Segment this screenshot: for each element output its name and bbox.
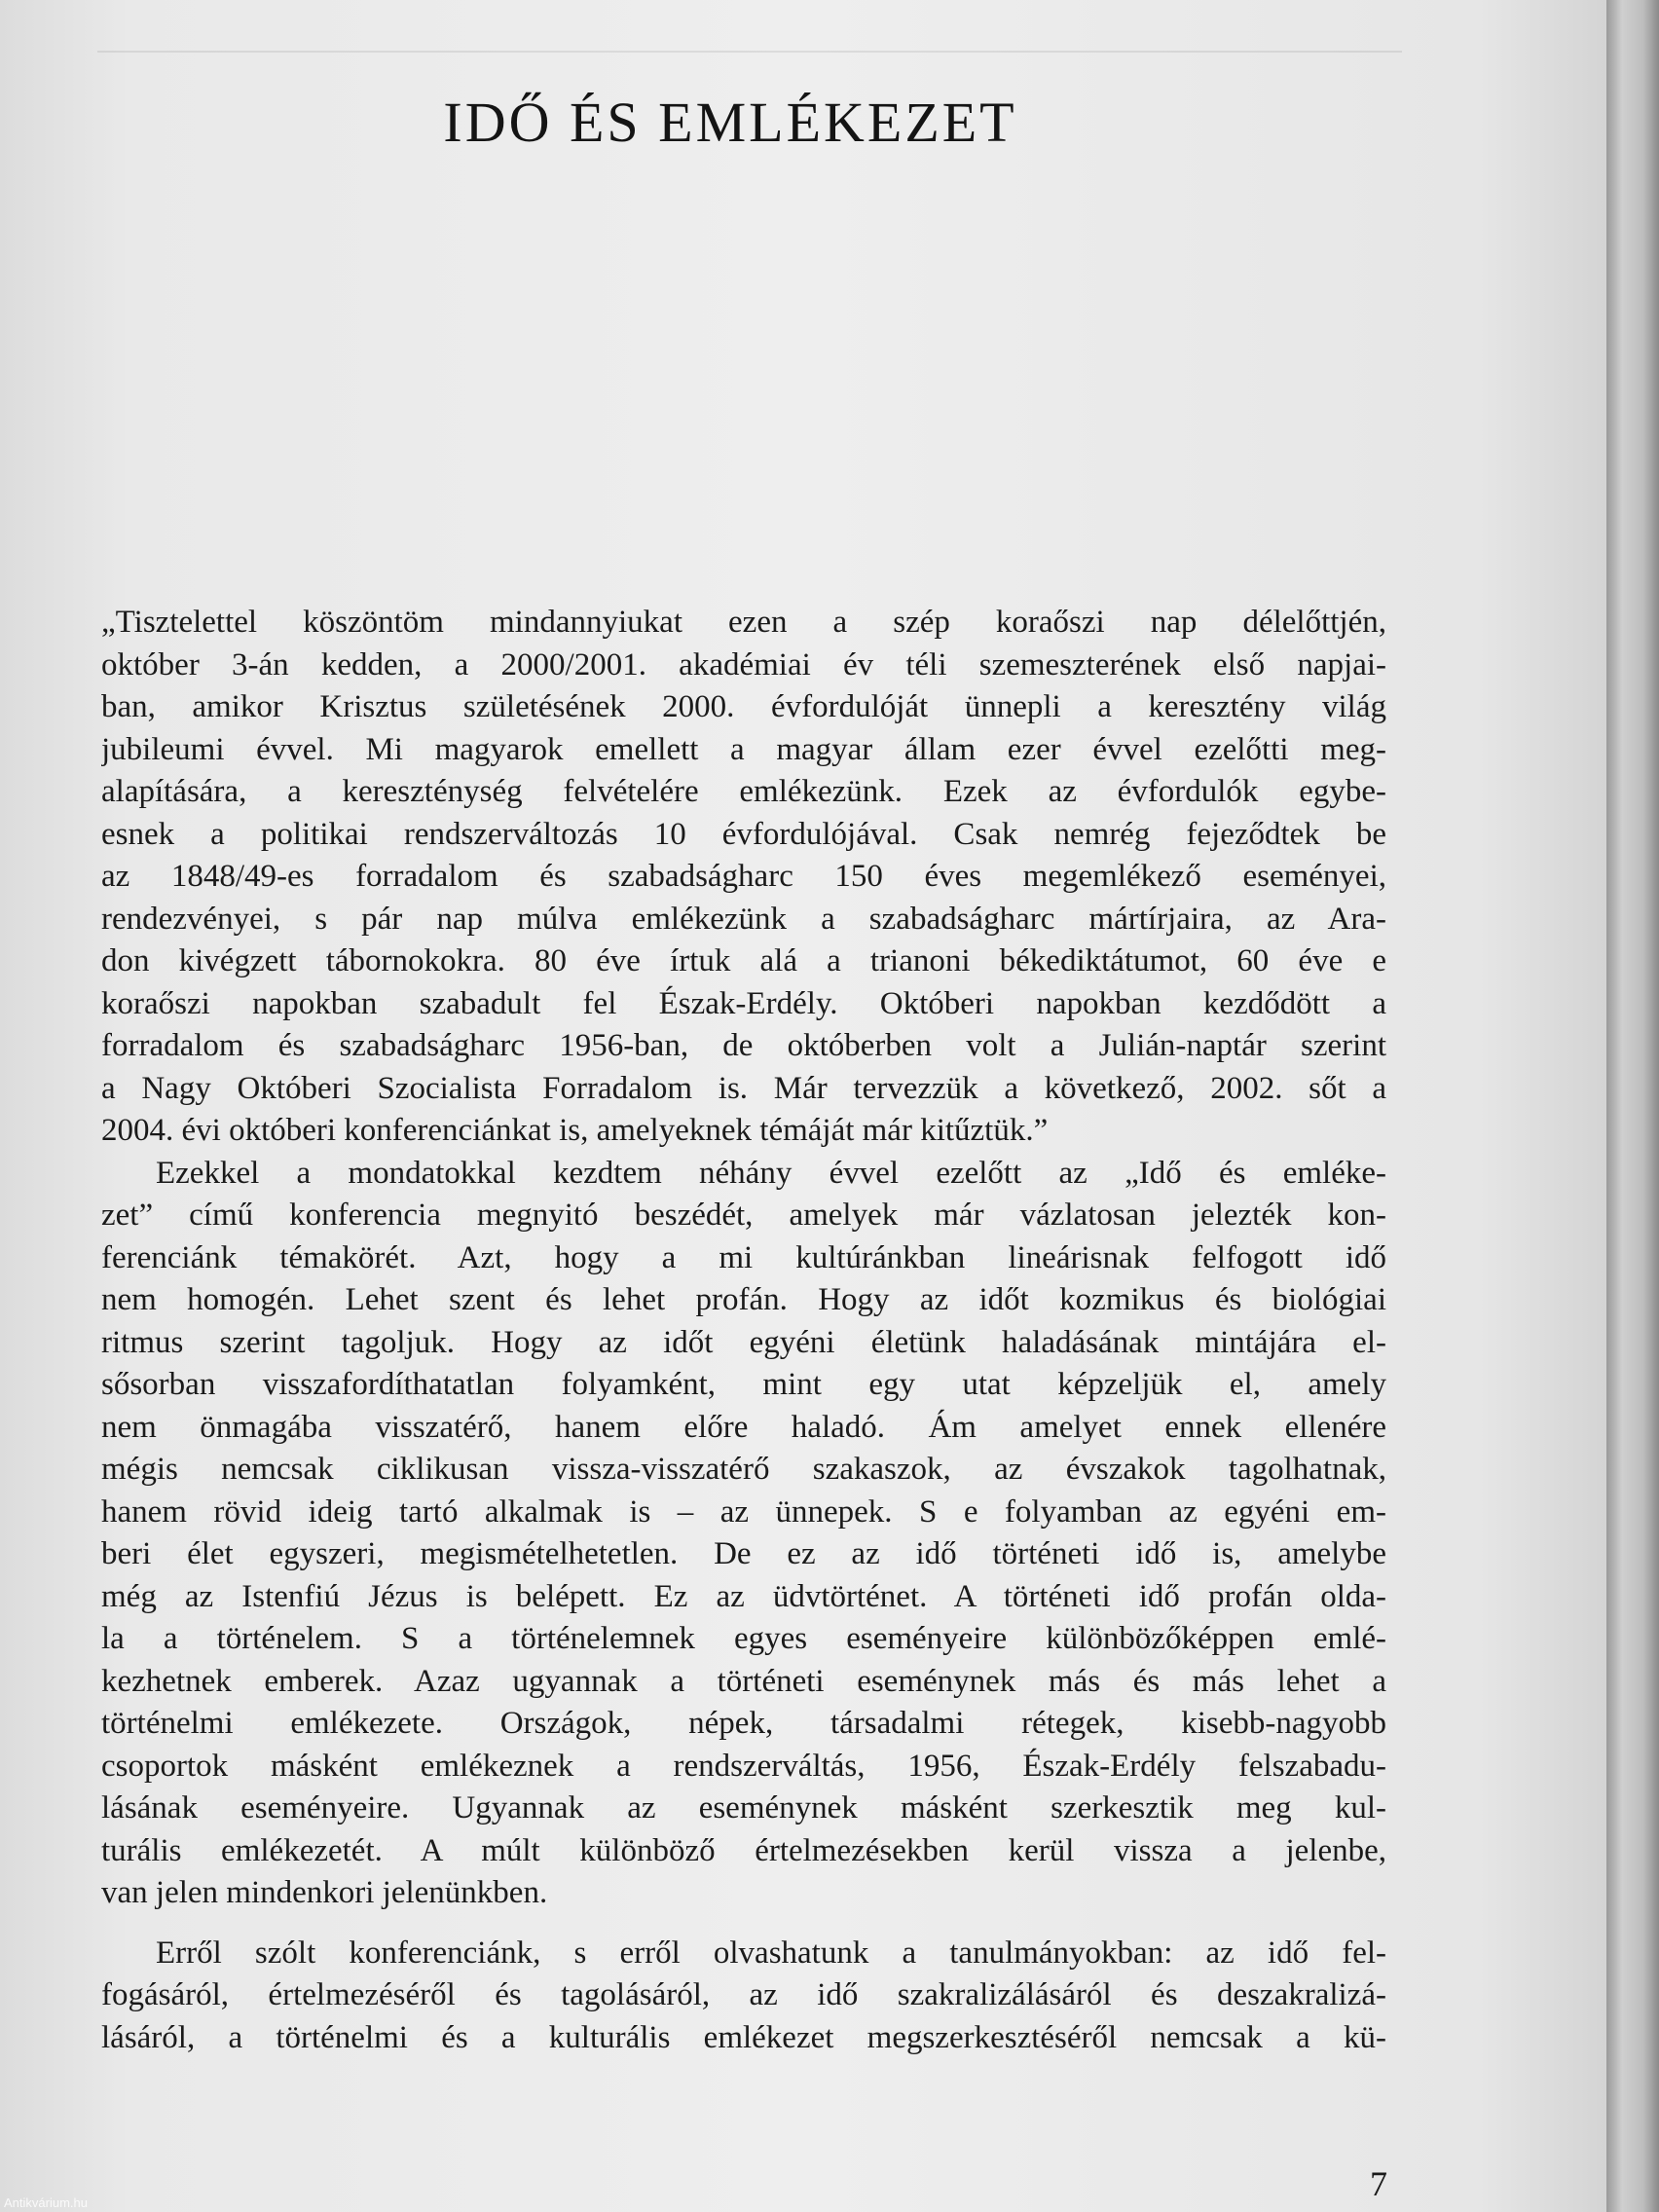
text-line: 2004. évi októberi konferenciánkat is, amelyeknek témáját már kitűztük.” [101, 1113, 1049, 1148]
paragraph-gap [101, 1915, 1386, 1933]
page-edge [1606, 0, 1659, 2212]
text-line: koraőszi napokban szabadult fel Észak-Erdély. Októberi napokban kezdődött a [101, 985, 1386, 1021]
text-line: fogásáról, értelmezéséről és tagolásáról, az idő szakralizálásáról és deszakralizá- [101, 1977, 1386, 2012]
text-line: ban, amikor Krisztus születésének 2000. évfordulóját ünnepli a keresztény világ [101, 689, 1386, 724]
text-line: zet” című konferencia megnyitó beszédét, amelyek már vázlatosan jelezték kon- [101, 1198, 1386, 1233]
text-line: van jelen mindenkori jelenünkben. [101, 1875, 548, 1910]
text-line: jubileumi évvel. Mi magyarok emellett a magyar állam ezer évvel ezelőtti meg- [101, 731, 1386, 767]
text-line: még az Istenfiú Jézus is belépett. Ez az üdvtörténet. A történeti idő profán olda- [101, 1578, 1386, 1614]
text-line: kezhetnek emberek. Azaz ugyannak a történeti eseménynek más és más lehet a [101, 1663, 1386, 1699]
bleed-through-rule [97, 51, 1402, 53]
text-line: nem önmagába visszatérő, hanem előre haladó. Ám amelyet ennek ellenére [101, 1409, 1386, 1445]
watermark: Antikvárium.hu [4, 2195, 88, 2210]
text-line: rendezvényei, s pár nap múlva emlékezünk a szabadságharc mártírjaira, az Ara- [101, 901, 1386, 937]
text-line: október 3-án kedden, a 2000/2001. akadémiai év téli szemeszterének első napjai- [101, 646, 1386, 682]
text-line: nem homogén. Lehet szent és lehet profán. Hogy az időt kozmikus és biológiai [101, 1282, 1386, 1317]
text-line: alapítására, a kereszténység felvételére emlékezünk. Ezek az évfordulók egybe- [101, 774, 1386, 809]
text-line: sősorban visszafordíthatatlan folyamként, mint egy utat képzeljük el, amely [101, 1367, 1386, 1402]
page-title: IDŐ ÉS EMLÉKEZET [443, 91, 1017, 154]
text-line: don kivégzett tábornokokra. 80 éve írtuk alá a trianoni békediktátumot, 60 éve e [101, 943, 1386, 978]
page-number: 7 [1370, 2164, 1387, 2203]
text-line: történelmi emlékezete. Országok, népek, társadalmi rétegek, kisebb-nagyobb [101, 1706, 1386, 1741]
body-text [101, 602, 1386, 2059]
text-line: mégis nemcsak ciklikusan vissza-visszatérő szakaszok, az évszakok tagolhatnak, [101, 1452, 1386, 1487]
text-line: turális emlékezetét. A múlt különböző értelmezésekben kerül vissza a jelenbe, [101, 1832, 1386, 1868]
text-line: lásáról, a történelmi és a kulturális emlékezet megszerkesztéséről nemcsak a kü- [101, 2019, 1386, 2055]
text-line: la a történelem. S a történelemnek egyes eseményeire különbözőképpen emlé- [101, 1621, 1386, 1656]
text-line: az 1848/49-es forradalom és szabadságharc 150 éves megemlékező eseményei, [101, 859, 1386, 894]
text-line: csoportok másként emlékeznek a rendszerváltás, 1956, Észak-Erdély felszabadu- [101, 1748, 1386, 1784]
text-line: esnek a politikai rendszerváltozás 10 évfordulójával. Csak nemrég fejeződtek be [101, 816, 1386, 852]
text-line: „Tisztelettel köszöntöm mindannyiukat ezen a szép koraőszi nap délelőttjén, [101, 605, 1386, 640]
text-line: forradalom és szabadságharc 1956-ban, de októberben volt a Julián-naptár szerint [101, 1028, 1386, 1063]
text-line: lásának eseményeire. Ugyannak az eseménynek másként szerkesztik meg kul- [101, 1790, 1386, 1825]
text-line: ritmus szerint tagoljuk. Hogy az időt egyéni életünk haladásának mintájára el- [101, 1324, 1386, 1360]
text-line: Erről szólt konferenciánk, s erről olvashatunk a tanulmányokban: az idő fel- [156, 1935, 1386, 1971]
text-line: a Nagy Októberi Szocialista Forradalom is. Már tervezzük a következő, 2002. sőt a [101, 1070, 1386, 1106]
text-line: hanem rövid ideig tartó alkalmak is – az ünnepek. S e folyamban az egyéni em- [101, 1493, 1386, 1530]
text-line: beri élet egyszeri, megismételhetetlen. De ez az idő történeti idő is, amelybe [101, 1536, 1386, 1571]
text-line: Ezekkel a mondatokkal kezdtem néhány évvel ezelőtt az „Idő és emléke- [156, 1155, 1386, 1191]
text-line: ferenciánk témakörét. Azt, hogy a mi kultúránkban lineárisnak felfogott idő [101, 1239, 1386, 1275]
bleed-through-text [97, 92, 1402, 595]
